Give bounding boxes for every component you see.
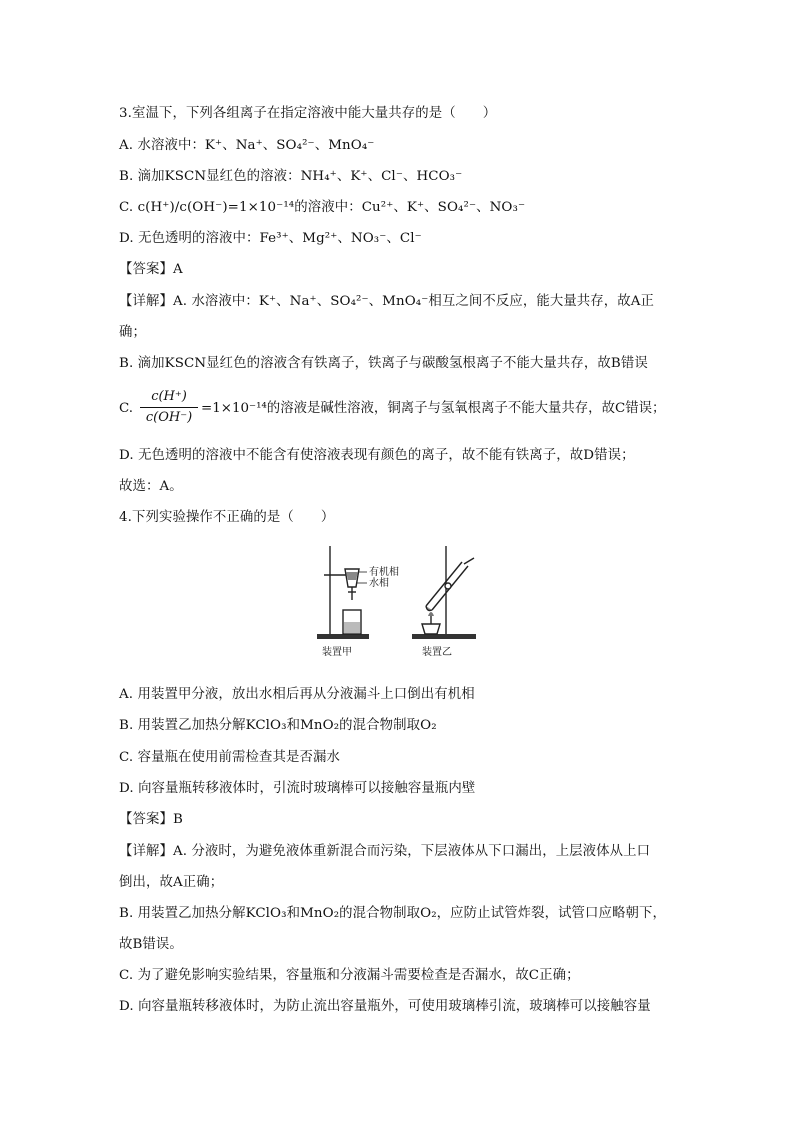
label-organic-phase: 有机相 (369, 567, 399, 578)
q3-option-c: C. c(H⁺)/c(OH⁻)=1×10⁻¹⁴的溶液中：Cu²⁺、K⁺、SO₄²⁻、NO₃⁻ (119, 200, 526, 215)
q4-detail-line: 倒出，故A正确； (119, 875, 224, 890)
q4-detail-line: C. 为了避免影响实验结果，容量瓶和分液漏斗需要检查是否漏水，故C正确； (119, 968, 580, 983)
fraction (140, 388, 198, 427)
apparatus-figure (312, 542, 482, 662)
q3-option-b: B. 滴加KSCN显红色的溶液：NH₄⁺、K⁺、Cl⁻、HCO₃⁻ (119, 169, 463, 184)
q4-option-a: A. 用装置甲分液，放出水相后再从分液漏斗上口倒出有机相 (119, 687, 475, 702)
fraction-numerator: c(H⁺) (151, 389, 187, 404)
q4-detail-line: 【详解】A. 分液时，为避免液体重新混合而污染，下层液体从下口漏出，上层液体从上口 (119, 844, 651, 859)
q3-detail-line: 故选：A。 (119, 479, 183, 494)
q4-detail-line: 故B错误。 (119, 937, 183, 952)
q3-option-a: A. 水溶液中：K⁺、Na⁺、SO₄²⁻、MnO₄⁻ (119, 138, 375, 153)
q4-answer: 【答案】B (119, 812, 183, 827)
fraction-denominator: c(OH⁻) (145, 410, 193, 425)
q3-option-d: D. 无色透明的溶液中：Fe³⁺、Mg²⁺、NO₃⁻、Cl⁻ (119, 231, 422, 246)
caption-apparatus-a: 装置甲 (322, 647, 352, 658)
q3-answer: 【答案】A (119, 262, 183, 277)
label-water-phase: 水相 (369, 578, 389, 589)
q3-detail-c-text: =1×10⁻¹⁴的溶液是碱性溶液，铜离子与氢氧根离子不能大量共存，故C错误； (201, 401, 666, 416)
apparatus-a (317, 546, 369, 639)
q3-detail-line: D. 无色透明的溶液中不能含有使溶液表现有颜色的离子，故不能有铁离子，故D错误； (119, 448, 635, 463)
q4-option-d: D. 向容量瓶转移液体时，引流时玻璃棒可以接触容量瓶内壁 (119, 781, 476, 796)
q3-detail-line: B. 滴加KSCN显红色的溶液含有铁离子，铁离子与碳酸氢根离子不能大量共存，故B错误 (119, 356, 648, 371)
q4-option-c: C. 容量瓶在使用前需检查其是否漏水 (119, 750, 340, 765)
apparatus-b (412, 546, 476, 639)
caption-apparatus-b: 装置乙 (422, 647, 452, 658)
q3-detail-line: 确； (119, 325, 146, 340)
fraction-bar (140, 407, 198, 408)
q3-detail-c-label: C. (119, 401, 134, 416)
q4-stem: 4.下列实验操作不正确的是（ ） (119, 510, 335, 525)
q4-detail-line: B. 用装置乙加热分解KClO₃和MnO₂的混合物制取O₂，应防止试管炸裂，试管口应略朝下， (119, 906, 666, 921)
q4-option-b: B. 用装置乙加热分解KClO₃和MnO₂的混合物制取O₂ (119, 718, 437, 733)
q3-stem: 3.室温下，下列各组离子在指定溶液中能大量共存的是（ ） (119, 106, 497, 121)
q3-detail-line: 【详解】A. 水溶液中：K⁺、Na⁺、SO₄²⁻、MnO₄⁻相互之间不反应，能大量共存，故A正 (119, 294, 655, 309)
q4-detail-line: D. 向容量瓶转移液体时，为防止流出容量瓶外，可使用玻璃棒引流，玻璃棒可以接触容量 (119, 999, 651, 1014)
